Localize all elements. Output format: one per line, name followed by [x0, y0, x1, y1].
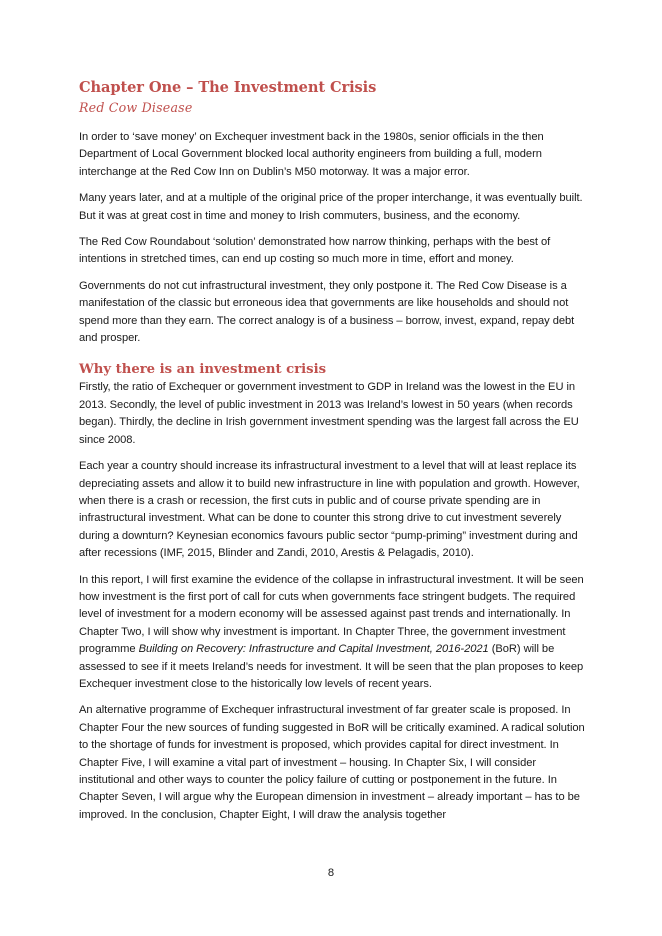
paragraph-text: In this report, I will first examine the evidence of the collapse in infrastructural investment. It will be seen how investment is the first port of call for cuts when governments face stringent budgets. The required level of investment for a modern economy will be assessed against past trends and internationally. In Chapter Two, I will show why investment is important. In Chapter Three, the government investment programme	[79, 573, 584, 656]
section-paragraph-1: Firstly, the ratio of Exchequer or government investment to GDP in Ireland was the lowest in the EU in 2013. Secondly, the level of public investment in 2013 was Ireland’s lowest in 50 years (when records began). Thirdly, the decline in Irish government investment spending was the largest fall across the EU since 2008.	[79, 381, 579, 446]
page-content	[79, 78, 587, 833]
paragraph-text: (BoR) will be assessed to see if it meets Ireland’s needs for investment. It will be seen that the plan proposes to keep Exchequer investment close to the historically low levels of recent years.	[79, 643, 584, 690]
intro-paragraph-1: In order to ‘save money’ on Exchequer investment back in the 1980s, senior officials in the then Department of Local Government blocked local authority engineers from building a full, modern interchange at the Red Cow Inn on Dublin’s M50 motorway. It was a major error.	[79, 131, 544, 178]
section-paragraph-4: An alternative programme of Exchequer infrastructural investment of far greater scale is proposed. In Chapter Four the new sources of funding suggested in BoR will be critically examined. A radical solution to the shortage of funds for investment is proposed, which provides capital for direct investment. In Chapter Five, I will examine a vital part of investment – housing. In Chapter Six, I will consider institutional and other ways to counter the policy failure of cutting or postponement in the future. In Chapter Seven, I will argue why the European dimension in investment – already important – has to be improved. In the conclusion, Chapter Eight, I will draw the analysis together	[79, 704, 585, 821]
chapter-subtitle: Red Cow Disease	[79, 100, 193, 115]
section-heading: Why there is an investment crisis	[79, 362, 327, 378]
intro-paragraph-3: The Red Cow Roundabout ‘solution’ demonstrated how narrow thinking, perhaps with the best of intentions in stretched times, can end up costing so much more in time, effort and money.	[79, 236, 551, 266]
report-title: Building on Recovery: Infrastructure and Capital Investment, 2016-2021	[138, 643, 489, 656]
intro-paragraph-2: Many years later, and at a multiple of the original price of the proper interchange, it was eventually built. But it was at great cost in time and money to Irish commuters, business, and the economy.	[79, 192, 583, 222]
intro-paragraph-4: Governments do not cut infrastructural investment, they only postpone it. The Red Cow Disease is a manifestation of the classic but erroneous idea that governments are like households and should not spend more than they earn. The correct analogy is of a business – borrow, invest, expand, repay debt and prosper.	[79, 279, 575, 345]
page-number: 8	[327, 867, 335, 879]
section-paragraph-3	[79, 572, 587, 694]
chapter-title: Chapter One – The Investment Crisis	[79, 79, 377, 96]
section-paragraph-2: Each year a country should increase its infrastructural investment to a level that will at least replace its depreciating assets and allow it to build new infrastructure in line with population and growth. However, when there is a crash or recession, the first cuts in public and of course private spending are in infrastructural investment. What can be done to counter this strong drive to cut investment severely during a downturn? Keynesian economics favours public sector “pump-priming” investment during and after recessions (IMF, 2015, Blinder and Zandi, 2010, Arestis & Pelagadis, 2010).	[79, 460, 580, 560]
